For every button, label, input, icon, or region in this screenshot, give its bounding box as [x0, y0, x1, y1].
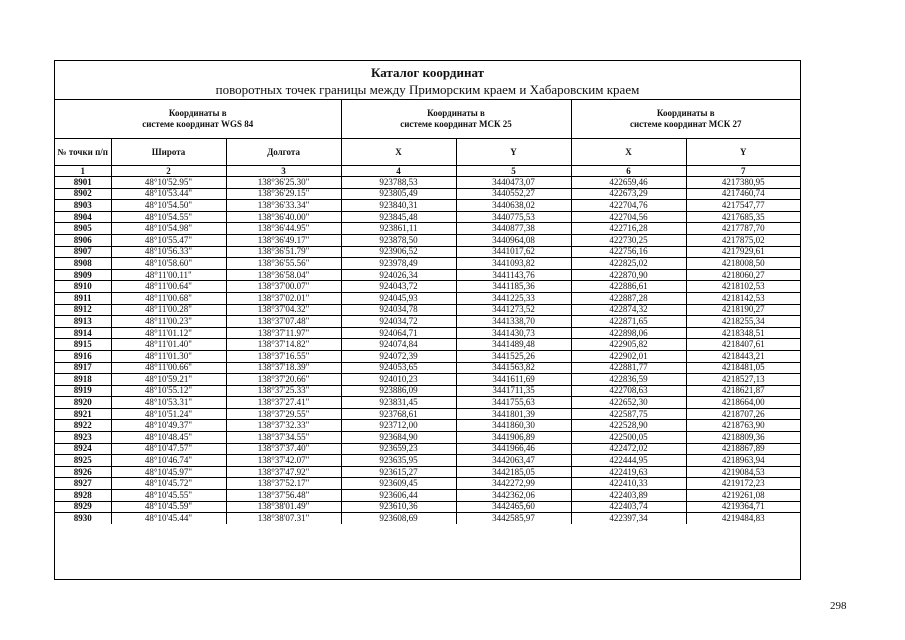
cell-y-msk27: 4218527,13	[686, 374, 800, 386]
cell-x-msk27: 422874,32	[571, 304, 686, 316]
catalog-title: Каталог координат	[370, 65, 484, 80]
cell-x-msk25: 923878,50	[341, 234, 456, 246]
cell-latitude: 48°10'59.21"	[111, 374, 226, 386]
cell-x-msk27: 422587,75	[571, 408, 686, 420]
cell-y-msk25: 3441225,33	[456, 292, 571, 304]
cell-latitude: 48°10'45.59"	[111, 501, 226, 513]
cell-y-msk27: 4219484,83	[686, 513, 800, 524]
cell-y-msk27: 4218867,89	[686, 443, 800, 455]
cell-x-msk25: 923805,49	[341, 188, 456, 200]
cell-y-msk25: 3441093,82	[456, 258, 571, 270]
cell-longitude: 138°36'33.34"	[226, 200, 341, 212]
cell-y-msk25: 3441860,30	[456, 420, 571, 432]
coordinates-table	[55, 100, 800, 524]
cell-y-msk25: 3441489,48	[456, 339, 571, 351]
table-row	[55, 234, 800, 246]
cell-point-number: 8905	[55, 223, 111, 235]
table-row	[55, 443, 800, 455]
table-row	[55, 501, 800, 513]
cell-x-msk25: 923831,45	[341, 397, 456, 409]
cell-y-msk27: 4217685,35	[686, 211, 800, 223]
cell-latitude: 48°11'01.40"	[111, 339, 226, 351]
cell-point-number: 8925	[55, 455, 111, 467]
cell-latitude: 48°10'54.55"	[111, 211, 226, 223]
cell-x-msk27: 422886,61	[571, 281, 686, 293]
cell-latitude: 48°11'00.23"	[111, 316, 226, 328]
cell-y-msk25: 3442272,99	[456, 478, 571, 490]
table-row	[55, 316, 800, 328]
cell-longitude: 138°37'04.32"	[226, 304, 341, 316]
cell-x-msk27: 422730,25	[571, 234, 686, 246]
cell-point-number: 8918	[55, 374, 111, 386]
table-row	[55, 188, 800, 200]
cell-y-msk27: 4217460,74	[686, 188, 800, 200]
cell-y-msk25: 3441017,62	[456, 246, 571, 258]
col-header-lon: Долгота	[226, 139, 341, 166]
table-row	[55, 385, 800, 397]
cell-y-msk27: 4218348,51	[686, 327, 800, 339]
cell-x-msk25: 923886,09	[341, 385, 456, 397]
cell-longitude: 138°37'02.01"	[226, 292, 341, 304]
cell-y-msk25: 3440638,02	[456, 200, 571, 212]
cell-x-msk25: 923712,00	[341, 420, 456, 432]
cell-x-msk27: 422905,82	[571, 339, 686, 351]
table-row	[55, 200, 800, 212]
cell-latitude: 48°11'00.28"	[111, 304, 226, 316]
column-number-row	[55, 166, 800, 177]
cell-y-msk25: 3441906,89	[456, 432, 571, 444]
col-header-x-msk25: X	[341, 139, 456, 166]
cell-point-number: 8926	[55, 466, 111, 478]
cell-longitude: 138°37'42.07"	[226, 455, 341, 467]
cell-x-msk27: 422881,77	[571, 362, 686, 374]
cell-point-number: 8928	[55, 490, 111, 502]
cell-x-msk25: 924045,93	[341, 292, 456, 304]
table-row	[55, 362, 800, 374]
cell-x-msk27: 422403,74	[571, 501, 686, 513]
table-row	[55, 432, 800, 444]
col-header-x-msk27: X	[571, 139, 686, 166]
cell-x-msk25: 924026,34	[341, 269, 456, 281]
cell-x-msk25: 923659,23	[341, 443, 456, 455]
col-header-lat: Широта	[111, 139, 226, 166]
table-row	[55, 478, 800, 490]
cell-x-msk27: 422528,90	[571, 420, 686, 432]
cell-longitude: 138°37'07.48"	[226, 316, 341, 328]
cell-x-msk27: 422708,63	[571, 385, 686, 397]
cell-x-msk27: 422472,02	[571, 443, 686, 455]
cell-point-number: 8908	[55, 258, 111, 270]
table-row	[55, 304, 800, 316]
cell-longitude: 138°37'25.33"	[226, 385, 341, 397]
cell-latitude: 48°10'54.50"	[111, 200, 226, 212]
cell-latitude: 48°10'47.57"	[111, 443, 226, 455]
cell-x-msk25: 923635,95	[341, 455, 456, 467]
cell-point-number: 8907	[55, 246, 111, 258]
cell-point-number: 8913	[55, 316, 111, 328]
col-header-y-msk27: Y	[686, 139, 800, 166]
cell-y-msk25: 3441525,26	[456, 350, 571, 362]
table-row	[55, 281, 800, 293]
cell-x-msk27: 422444,95	[571, 455, 686, 467]
cell-x-msk25: 923840,31	[341, 200, 456, 212]
cell-y-msk27: 4219084,53	[686, 466, 800, 478]
cell-x-msk27: 422825,02	[571, 258, 686, 270]
table-row	[55, 350, 800, 362]
cell-point-number: 8903	[55, 200, 111, 212]
cell-x-msk25: 923978,49	[341, 258, 456, 270]
table-row	[55, 420, 800, 432]
cell-longitude: 138°36'58.04"	[226, 269, 341, 281]
group-header-wgs84: Координаты в системе координат WGS 84	[55, 100, 341, 139]
table-row	[55, 339, 800, 351]
cell-y-msk27: 4218664,00	[686, 397, 800, 409]
cell-point-number: 8914	[55, 327, 111, 339]
cell-x-msk27: 422500,05	[571, 432, 686, 444]
cell-y-msk27: 4218255,34	[686, 316, 800, 328]
cell-x-msk25: 924072,39	[341, 350, 456, 362]
cell-y-msk27: 4217875,02	[686, 234, 800, 246]
cell-latitude: 48°10'53.44"	[111, 188, 226, 200]
cell-x-msk27: 422898,06	[571, 327, 686, 339]
cell-latitude: 48°11'01.30"	[111, 350, 226, 362]
cell-longitude: 138°37'11.97"	[226, 327, 341, 339]
cell-point-number: 8901	[55, 177, 111, 189]
table-row	[55, 177, 800, 189]
page-number: 298	[830, 600, 847, 612]
cell-point-number: 8911	[55, 292, 111, 304]
table-row	[55, 513, 800, 524]
cell-x-msk27: 422836,59	[571, 374, 686, 386]
cell-latitude: 48°11'01.12"	[111, 327, 226, 339]
cell-longitude: 138°36'44.95"	[226, 223, 341, 235]
cell-y-msk25: 3441755,63	[456, 397, 571, 409]
cell-x-msk25: 923684,90	[341, 432, 456, 444]
table-row	[55, 258, 800, 270]
cell-y-msk27: 4218142,53	[686, 292, 800, 304]
col-number: 5	[456, 166, 571, 177]
table-row	[55, 246, 800, 258]
cell-longitude: 138°37'18.39"	[226, 362, 341, 374]
cell-latitude: 48°11'00.64"	[111, 281, 226, 293]
cell-longitude: 138°37'20.66"	[226, 374, 341, 386]
title-block	[55, 61, 800, 100]
cell-latitude: 48°10'45.55"	[111, 490, 226, 502]
cell-y-msk25: 3440552,27	[456, 188, 571, 200]
cell-latitude: 48°11'00.68"	[111, 292, 226, 304]
col-number: 1	[55, 166, 111, 177]
table-row	[55, 408, 800, 420]
cell-x-msk27: 422397,34	[571, 513, 686, 524]
cell-point-number: 8917	[55, 362, 111, 374]
cell-y-msk27: 4219172,23	[686, 478, 800, 490]
cell-latitude: 48°10'45.97"	[111, 466, 226, 478]
cell-point-number: 8904	[55, 211, 111, 223]
cell-y-msk25: 3441801,39	[456, 408, 571, 420]
cell-point-number: 8902	[55, 188, 111, 200]
col-header-y-msk25: Y	[456, 139, 571, 166]
cell-point-number: 8919	[55, 385, 111, 397]
col-number: 4	[341, 166, 456, 177]
cell-x-msk27: 422902,01	[571, 350, 686, 362]
cell-y-msk25: 3442362,06	[456, 490, 571, 502]
cell-x-msk25: 923906,52	[341, 246, 456, 258]
cell-point-number: 8930	[55, 513, 111, 524]
cell-y-msk25: 3442185,05	[456, 466, 571, 478]
cell-longitude: 138°37'32.33"	[226, 420, 341, 432]
cell-longitude: 138°37'29.55"	[226, 408, 341, 420]
cell-x-msk25: 923845,48	[341, 211, 456, 223]
cell-y-msk27: 4217929,61	[686, 246, 800, 258]
cell-y-msk25: 3440964,08	[456, 234, 571, 246]
table-row	[55, 223, 800, 235]
cell-latitude: 48°10'51.24"	[111, 408, 226, 420]
table-row	[55, 455, 800, 467]
cell-point-number: 8910	[55, 281, 111, 293]
cell-x-msk25: 924034,78	[341, 304, 456, 316]
cell-x-msk25: 924043,72	[341, 281, 456, 293]
cell-x-msk27: 422871,65	[571, 316, 686, 328]
cell-point-number: 8909	[55, 269, 111, 281]
cell-x-msk25: 923608,69	[341, 513, 456, 524]
cell-latitude: 48°10'45.72"	[111, 478, 226, 490]
table-row	[55, 397, 800, 409]
cell-latitude: 48°10'58.60"	[111, 258, 226, 270]
cell-y-msk27: 4218707,26	[686, 408, 800, 420]
cell-longitude: 138°37'37.40"	[226, 443, 341, 455]
group-header-row	[55, 100, 800, 139]
cell-point-number: 8923	[55, 432, 111, 444]
cell-latitude: 48°10'45.44"	[111, 513, 226, 524]
cell-x-msk25: 923768,61	[341, 408, 456, 420]
cell-latitude: 48°11'00.66"	[111, 362, 226, 374]
cell-y-msk25: 3441711,35	[456, 385, 571, 397]
cell-y-msk27: 4218008,50	[686, 258, 800, 270]
cell-x-msk27: 422659,46	[571, 177, 686, 189]
cell-y-msk25: 3442063,47	[456, 455, 571, 467]
cell-latitude: 48°10'52.95"	[111, 177, 226, 189]
col-header-point: № точки п/п	[55, 139, 111, 166]
cell-y-msk27: 4217380,95	[686, 177, 800, 189]
cell-y-msk27: 4218190,27	[686, 304, 800, 316]
cell-y-msk27: 4218060,27	[686, 269, 800, 281]
table-row	[55, 490, 800, 502]
group-header-msk25: Координаты в системе координат МСК 25	[341, 100, 571, 139]
cell-y-msk25: 3441611,69	[456, 374, 571, 386]
cell-y-msk27: 4219364,71	[686, 501, 800, 513]
group-header-msk27: Координаты в системе координат МСК 27	[571, 100, 800, 139]
cell-y-msk25: 3441338,70	[456, 316, 571, 328]
cell-point-number: 8927	[55, 478, 111, 490]
cell-point-number: 8912	[55, 304, 111, 316]
cell-x-msk27: 422410,33	[571, 478, 686, 490]
cell-longitude: 138°37'27.41"	[226, 397, 341, 409]
cell-x-msk25: 924074,84	[341, 339, 456, 351]
cell-y-msk25: 3440877,38	[456, 223, 571, 235]
cell-latitude: 48°10'55.12"	[111, 385, 226, 397]
cell-y-msk27: 4218621,87	[686, 385, 800, 397]
col-number: 6	[571, 166, 686, 177]
cell-x-msk25: 923610,36	[341, 501, 456, 513]
cell-latitude: 48°10'55.47"	[111, 234, 226, 246]
cell-longitude: 138°36'40.00"	[226, 211, 341, 223]
cell-y-msk27: 4217547,77	[686, 200, 800, 212]
table-row	[55, 327, 800, 339]
cell-x-msk25: 924053,65	[341, 362, 456, 374]
table-row	[55, 269, 800, 281]
cell-x-msk25: 923609,45	[341, 478, 456, 490]
cell-point-number: 8921	[55, 408, 111, 420]
cell-longitude: 138°38'01.49"	[226, 501, 341, 513]
cell-y-msk25: 3441143,76	[456, 269, 571, 281]
cell-x-msk25: 923861,11	[341, 223, 456, 235]
cell-y-msk25: 3440473,07	[456, 177, 571, 189]
cell-longitude: 138°38'07.31"	[226, 513, 341, 524]
cell-x-msk27: 422716,28	[571, 223, 686, 235]
cell-y-msk27: 4218407,61	[686, 339, 800, 351]
cell-x-msk25: 923788,53	[341, 177, 456, 189]
cell-y-msk27: 4219261,08	[686, 490, 800, 502]
table-row	[55, 211, 800, 223]
cell-x-msk27: 422756,16	[571, 246, 686, 258]
cell-x-msk27: 422652,30	[571, 397, 686, 409]
cell-latitude: 48°10'48.45"	[111, 432, 226, 444]
cell-y-msk27: 4218443,21	[686, 350, 800, 362]
cell-y-msk27: 4218963,94	[686, 455, 800, 467]
cell-x-msk27: 422704,76	[571, 200, 686, 212]
cell-y-msk27: 4218102,53	[686, 281, 800, 293]
coordinate-catalog-frame	[54, 60, 801, 580]
cell-x-msk25: 924034,72	[341, 316, 456, 328]
cell-longitude: 138°36'29.15"	[226, 188, 341, 200]
table-body	[55, 177, 800, 524]
cell-x-msk27: 422673,29	[571, 188, 686, 200]
cell-y-msk25: 3441966,46	[456, 443, 571, 455]
table-row	[55, 466, 800, 478]
cell-y-msk27: 4218763,90	[686, 420, 800, 432]
cell-longitude: 138°36'51.79"	[226, 246, 341, 258]
cell-longitude: 138°36'25.30"	[226, 177, 341, 189]
cell-longitude: 138°36'49.17"	[226, 234, 341, 246]
cell-y-msk25: 3441273,52	[456, 304, 571, 316]
cell-y-msk25: 3441563,82	[456, 362, 571, 374]
cell-longitude: 138°37'56.48"	[226, 490, 341, 502]
cell-longitude: 138°37'16.55"	[226, 350, 341, 362]
cell-y-msk25: 3441185,36	[456, 281, 571, 293]
col-number: 2	[111, 166, 226, 177]
cell-point-number: 8916	[55, 350, 111, 362]
cell-point-number: 8915	[55, 339, 111, 351]
cell-longitude: 138°36'55.56"	[226, 258, 341, 270]
cell-x-msk25: 924010,23	[341, 374, 456, 386]
catalog-subtitle: поворотных точек границы между Приморским краем и Хабаровским краем	[215, 82, 640, 97]
cell-x-msk25: 923606,44	[341, 490, 456, 502]
cell-y-msk27: 4218481,05	[686, 362, 800, 374]
cell-x-msk27: 422704,56	[571, 211, 686, 223]
cell-longitude: 138°37'00.07"	[226, 281, 341, 293]
cell-latitude: 48°10'49.37"	[111, 420, 226, 432]
cell-x-msk27: 422419,63	[571, 466, 686, 478]
cell-y-msk25: 3442465,60	[456, 501, 571, 513]
cell-point-number: 8906	[55, 234, 111, 246]
cell-longitude: 138°37'47.92"	[226, 466, 341, 478]
cell-latitude: 48°10'56.33"	[111, 246, 226, 258]
cell-point-number: 8920	[55, 397, 111, 409]
table-row	[55, 374, 800, 386]
cell-y-msk27: 4217787,70	[686, 223, 800, 235]
cell-x-msk27: 422870,90	[571, 269, 686, 281]
cell-x-msk27: 422403,89	[571, 490, 686, 502]
cell-longitude: 138°37'14.82"	[226, 339, 341, 351]
col-number: 3	[226, 166, 341, 177]
column-header-row	[55, 139, 800, 166]
cell-y-msk25: 3440775,53	[456, 211, 571, 223]
cell-longitude: 138°37'34.55"	[226, 432, 341, 444]
cell-y-msk25: 3442585,97	[456, 513, 571, 524]
cell-point-number: 8924	[55, 443, 111, 455]
cell-latitude: 48°11'00.11"	[111, 269, 226, 281]
cell-latitude: 48°10'54.98"	[111, 223, 226, 235]
cell-y-msk27: 4218809,36	[686, 432, 800, 444]
cell-point-number: 8922	[55, 420, 111, 432]
cell-point-number: 8929	[55, 501, 111, 513]
cell-latitude: 48°10'46.74"	[111, 455, 226, 467]
cell-y-msk25: 3441430,73	[456, 327, 571, 339]
cell-x-msk25: 923615,27	[341, 466, 456, 478]
cell-longitude: 138°37'52.17"	[226, 478, 341, 490]
table-row	[55, 292, 800, 304]
cell-x-msk25: 924064,71	[341, 327, 456, 339]
cell-x-msk27: 422887,28	[571, 292, 686, 304]
cell-latitude: 48°10'53.31"	[111, 397, 226, 409]
col-number: 7	[686, 166, 800, 177]
